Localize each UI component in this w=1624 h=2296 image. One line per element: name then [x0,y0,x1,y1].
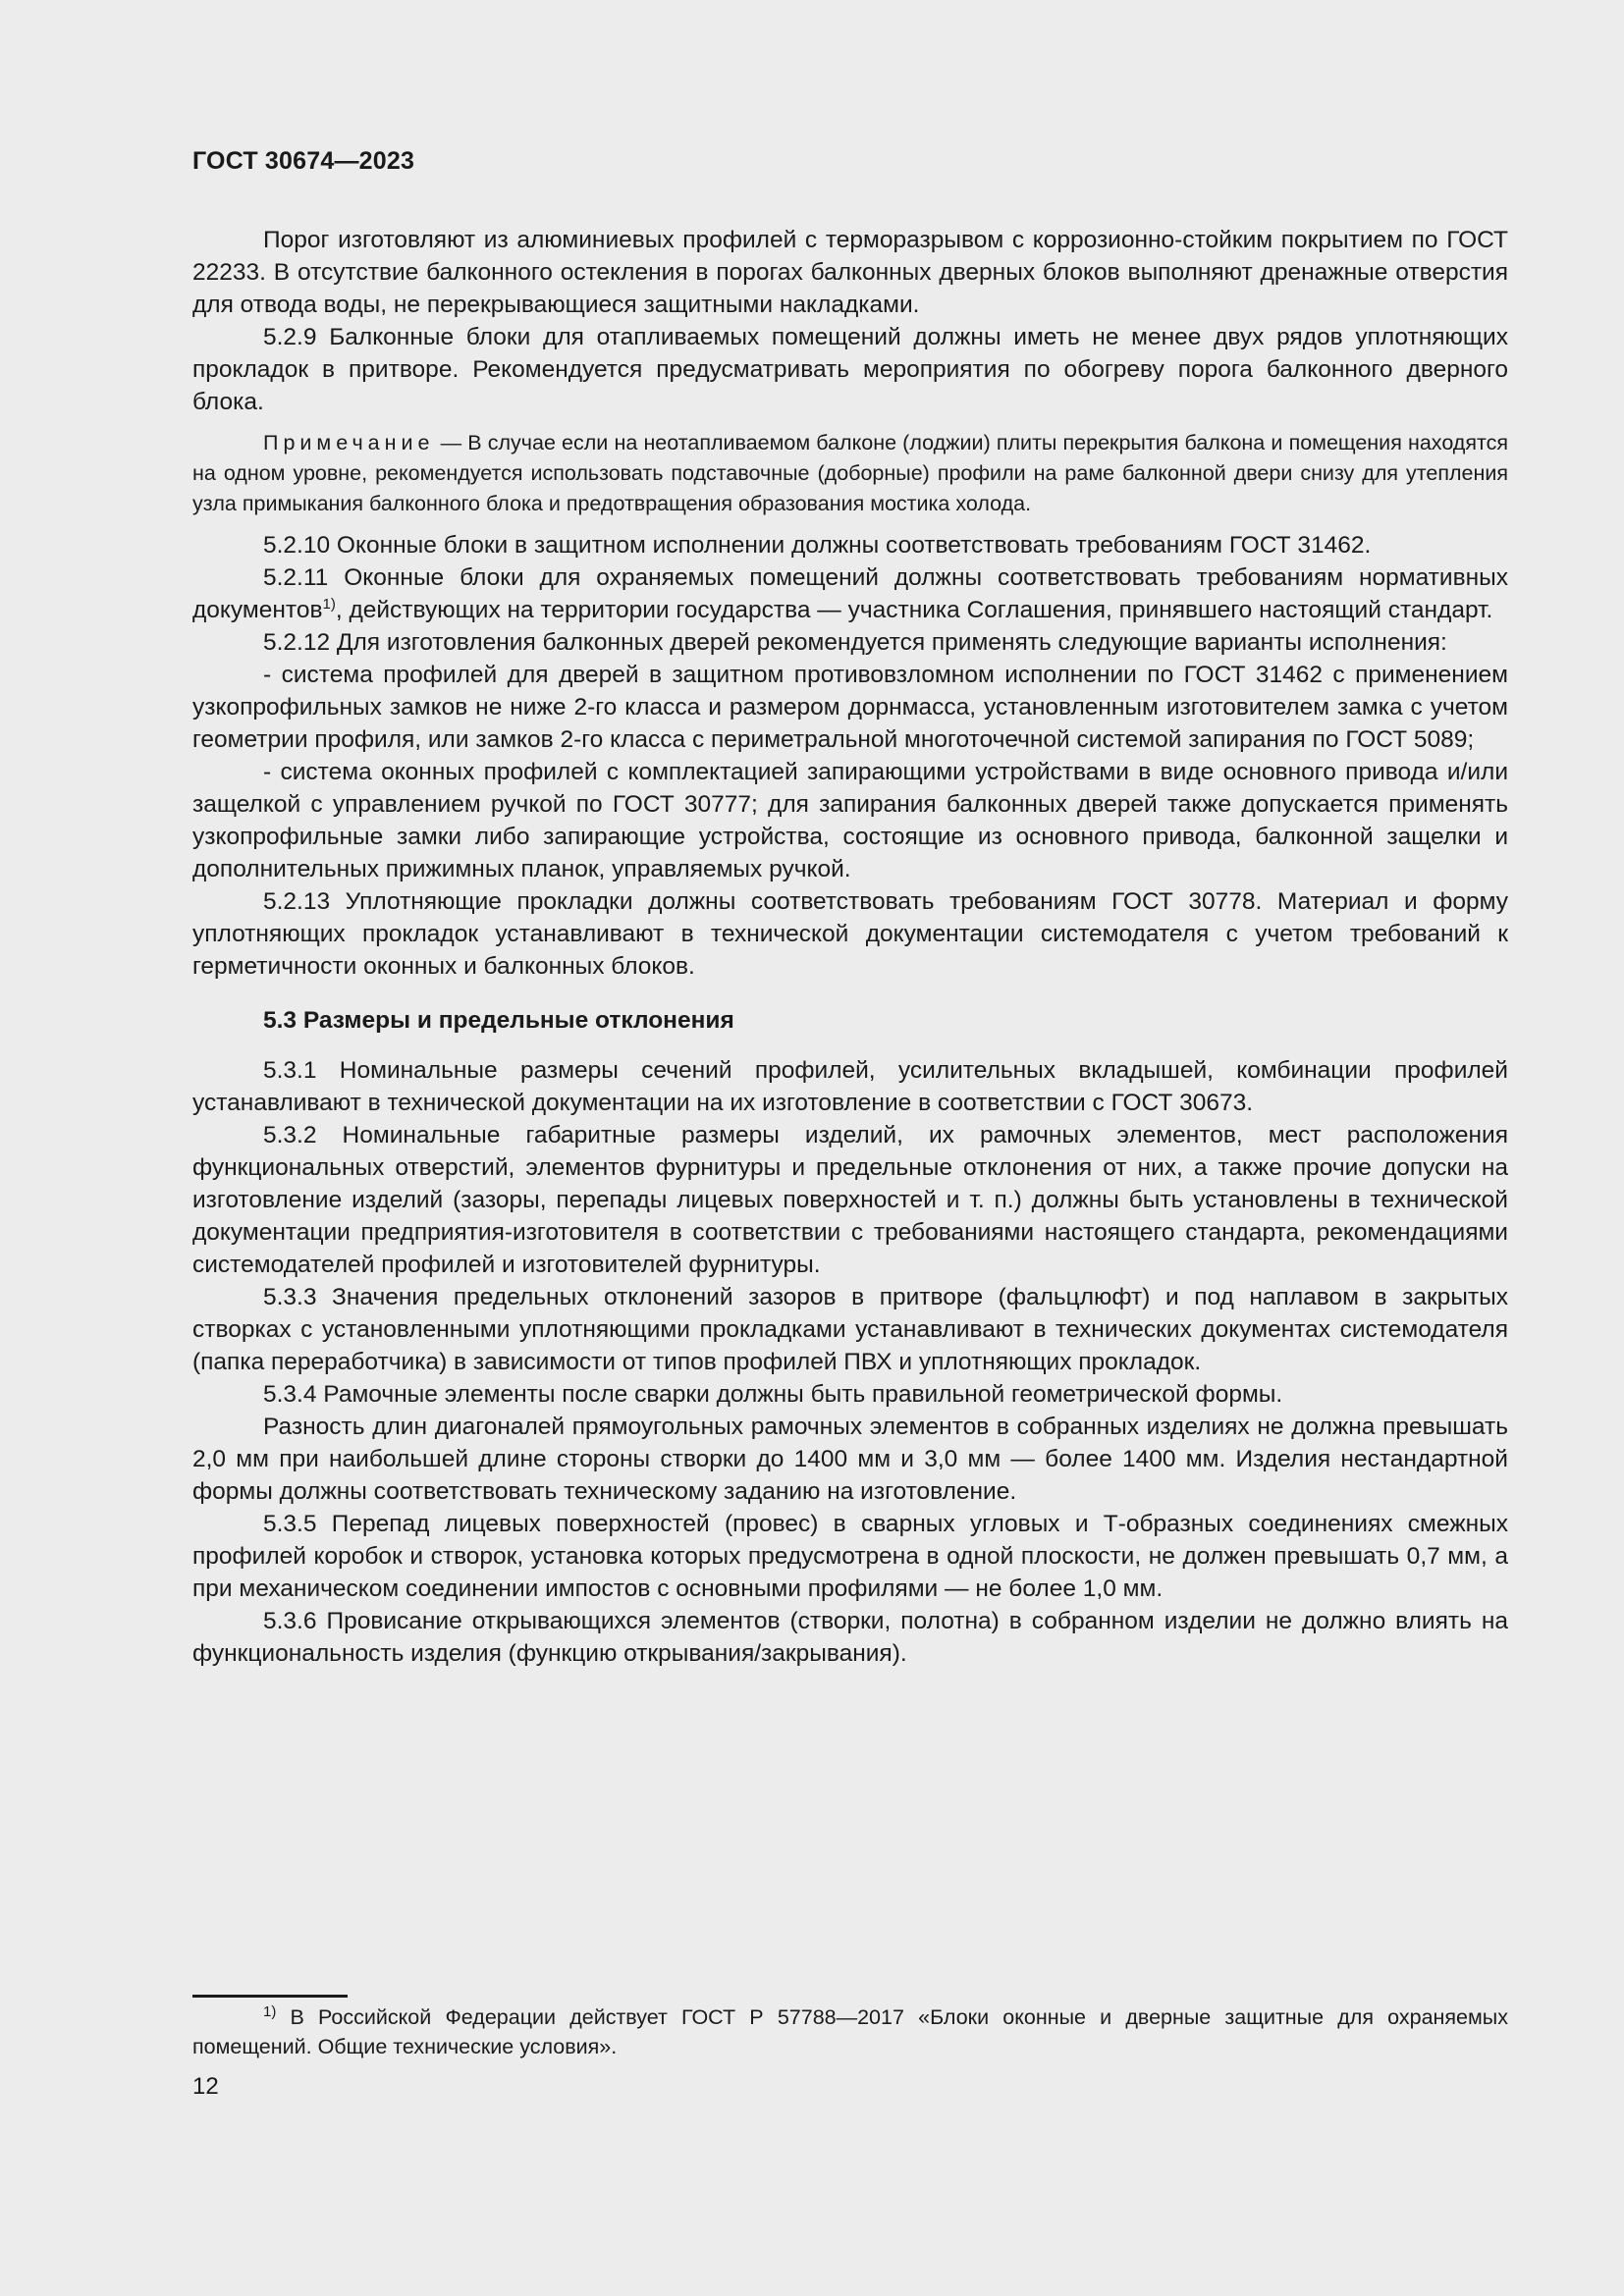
list-item: - система профилей для дверей в защитном противовзломном исполнении по ГОСТ 31462 с применением узкопрофильных замков не ниже 2-го класса и размером дорнмасса, установленным изготовителем замка с учетом геометрии профиля, или замков 2-го класса с периметральной многоточечной системой запирания по ГОСТ 5089; [192,662,1508,753]
paragraph-threshold: Порог изготовляют из алюминиевых профилей с терморазрывом с коррозионно-стойким покрытием по ГОСТ 22233. В отсутствие балконного остекления в порогах балконных дверных блоков выполняют дренажные отверстия для отвода воды, не перекрывающиеся защитными накладками. [192,227,1508,318]
footnote-divider [192,1995,348,1998]
footnote [192,2002,1508,2061]
paragraph-5-2-11-text: 5.2.11 Оконные блоки для охраняемых помещений должны соответствовать требованиям нормативных документов [192,564,1508,623]
paragraph-5-2-11-text-cont: , действующих на территории государства — участника Соглашения, принявшего настоящий стандарт. [335,597,1493,623]
paragraph-5-3-1: 5.3.1 Номинальные размеры сечений профилей, усилительных вкладышей, комбинации профилей устанавливают в технической документации на их изготовление в соответствии с ГОСТ 30673. [192,1057,1508,1116]
list-item: - система оконных профилей с комплектацией запирающими устройствами в виде основного привода и/или защелкой с управлением ручкой по ГОСТ 30777; для запирания балконных дверей также допускается применять узкопрофильные замки либо запирающие устройства, состоящие из основного привода, балконной защелки и дополнительных прижимных планок, управляемых ручкой. [192,759,1508,882]
paragraph-5-3-4-diagonals: Разность длин диагоналей прямоугольных рамочных элементов в собранных изделиях не должна превышать 2,0 мм при наибольшей длине стороны створки до 1400 мм и 3,0 мм — более 1400 мм. Изделия нестандартной формы должны соответствовать техническому заданию на изготовление. [192,1414,1508,1505]
note [192,428,1508,519]
footnote-text: В Российской Федерации действует ГОСТ Р 57788—2017 «Блоки оконные и дверные защитные для охраняемых помещений. Общие технические условия». [192,2005,1508,2058]
paragraph-5-3-2: 5.3.2 Номинальные габаритные размеры изделий, их рамочных элементов, мест расположения функциональных отверстий, элементов фурнитуры и предельные отклонения от них, а также прочие допуски на изготовление изделий (зазоры, перепады лицевых поверхностей и т. п.) должны быть установлены в технической документации предприятия-изготовителя в соответствии с требованиями настоящего стандарта, рекомендациями системодателей профилей и изготовителей фурнитуры. [192,1122,1508,1278]
paragraph-5-3-3: 5.3.3 Значения предельных отклонений зазоров в притворе (фальцлюфт) и под наплавом в закрытых створках с установленными уплотняющими прокладками устанавливают в технических документах системодателя (папка переработчика) в зависимости от типов профилей ПВХ и уплотняющих прокладок. [192,1284,1508,1375]
note-text: — В случае если на неотапливаемом балконе (лоджии) плиты перекрытия балкона и помещения находятся на одном уровне, рекомендуется использовать подставочные (доборные) профили на раме балконной двери снизу для утепления узла примыкания балконного блока и предотвращения образования мостика холода. [192,431,1508,515]
note-label: Примечание [263,431,435,454]
footnote-marker: 1) [263,2002,277,2020]
footnote-reference: 1) [322,595,336,613]
section-heading-5-3: 5.3 Размеры и предельные отклонения [263,1007,734,1034]
paragraph-5-2-13: 5.2.13 Уплотняющие прокладки должны соответствовать требованиям ГОСТ 30778. Материал и форму уплотняющих прокладок устанавливают в технической документации системодателя с учетом требований к герметичности оконных и балконных блоков. [192,888,1508,980]
document-body [192,224,1508,1670]
paragraph-5-2-11 [192,561,1508,626]
paragraph-5-2-12: 5.2.12 Для изготовления балконных дверей рекомендуется применять следующие варианты исполнения: [263,629,1447,656]
paragraph-5-3-6: 5.3.6 Провисание открывающихся элементов (створки, полотна) в собранном изделии не должно влиять на функциональность изделия (функцию открывания/закрывания). [192,1608,1508,1667]
paragraph-5-2-10: 5.2.10 Оконные блоки в защитном исполнении должны соответствовать требованиям ГОСТ 31462. [263,532,1372,559]
footnote-paragraph [192,2002,1508,2061]
paragraph-5-2-9: 5.2.9 Балконные блоки для отапливаемых помещений должны иметь не менее двух рядов уплотняющих прокладок в притворе. Рекомендуется предусматривать мероприятия по обогреву порога балконного дверного блока. [192,324,1508,415]
document-header: ГОСТ 30674—2023 [192,147,415,175]
paragraph-5-3-5: 5.3.5 Перепад лицевых поверхностей (провес) в сварных угловых и Т-образных соединениях смежных профилей коробок и створок, установка которых предусмотрена в одной плоскости, не должен превышать 0,7 мм, а при механическом соединении импостов с основными профилями — не более 1,0 мм. [192,1511,1508,1602]
page-number: 12 [192,2073,219,2100]
paragraph-5-3-4: 5.3.4 Рамочные элементы после сварки должны быть правильной геометрической формы. [263,1381,1283,1408]
